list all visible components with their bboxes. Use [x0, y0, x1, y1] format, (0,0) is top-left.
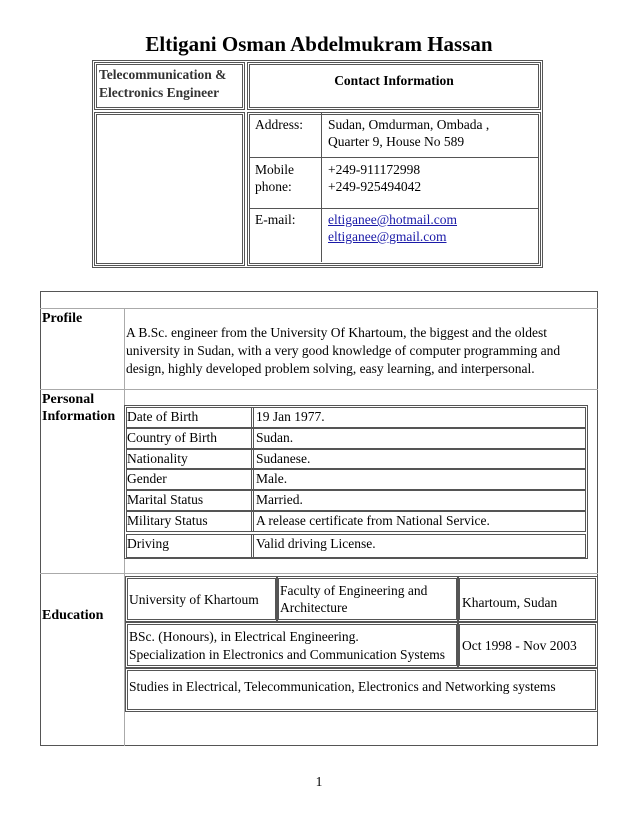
personal-info-key: Nationality [127, 450, 188, 466]
job-title-line-2: Electronics Engineer [99, 85, 220, 100]
personal-info-value: Sudan. [256, 429, 294, 445]
personal-info-key: Gender [127, 471, 167, 487]
personal-info-value: 19 Jan 1977. [256, 409, 325, 424]
contact-column-divider [321, 112, 322, 262]
address-label: Address: [255, 117, 303, 132]
profile-line-1: A B.Sc. engineer from the University Of Khartoum, the biggest and the oldest [126, 325, 548, 340]
mobile-label-1: Mobile [255, 162, 294, 177]
personal-info-divider [251, 511, 254, 532]
contact-row-divider [250, 157, 538, 158]
row-divider [40, 389, 598, 390]
personal-info-key: Country of Birth [127, 429, 217, 445]
personal-info-divider [251, 428, 254, 449]
profile-label: Profile [42, 311, 83, 326]
education-location: Khartoum, Sudan [462, 595, 558, 610]
personal-label-1: Personal [42, 392, 95, 407]
personal-info-row [126, 469, 586, 490]
contact-row-divider [250, 208, 538, 209]
personal-info-key: Marital Status [127, 492, 204, 508]
personal-info-divider [251, 490, 254, 511]
row-divider [40, 308, 598, 309]
contact-heading: Contact Information [334, 73, 454, 88]
row-divider [40, 573, 598, 574]
page-number: 1 [315, 774, 323, 789]
degree-line-2: Specialization in Electronics and Communication Systems [129, 647, 446, 662]
personal-info-divider [251, 534, 254, 558]
empty-left-cell [94, 112, 245, 266]
address-line-1: Sudan, Omdurman, Ombada , [328, 117, 490, 132]
education-label: Education [42, 608, 104, 623]
personal-info-value: Married. [256, 492, 303, 508]
education-studies: Studies in Electrical, Telecommunication, Electronics and Networking systems [129, 679, 556, 694]
personal-info-key: Date of Birth [127, 409, 199, 424]
personal-info-row [126, 449, 586, 470]
address-line-2: Quarter 9, House No 589 [328, 134, 465, 149]
email-label: E-mail: [255, 212, 296, 227]
email-link-gmail[interactable]: eltiganee@gmail.com [328, 229, 447, 244]
personal-info-divider [251, 469, 254, 490]
phone-1: +249-911172998 [328, 162, 421, 177]
email-link-hotmail[interactable]: eltiganee@hotmail.com [328, 212, 458, 227]
resume-name: Eltigani Osman Abdelmukram Hassan [145, 32, 493, 56]
personal-info-key: Military Status [127, 513, 208, 528]
faculty-line-2: Architecture [280, 600, 348, 615]
university-name: University of Khartoum [129, 592, 259, 607]
personal-info-key: Driving [127, 535, 169, 551]
faculty-line-1: Faculty of Engineering and [280, 583, 428, 598]
personal-info-divider [251, 449, 254, 470]
phone-2: +249-925494042 [328, 179, 422, 194]
personal-info-value: A release certificate from National Service. [256, 513, 490, 528]
job-title-line-1: Telecommunication & [99, 67, 227, 82]
personal-info-value: Valid driving License. [256, 535, 376, 551]
mobile-label-2: phone: [255, 179, 292, 194]
education-period: Oct 1998 - Nov 2003 [462, 638, 577, 653]
personal-label-2: Information [42, 409, 116, 424]
personal-info-value: Male. [256, 471, 288, 487]
profile-line-2: university in Sudan, with a very good knowledge of computer programming and [126, 343, 561, 358]
personal-info-divider [251, 407, 254, 428]
profile-line-3: design, highly developed problem solving, easy learning, and interpersonal. [126, 361, 535, 376]
degree-line-1: BSc. (Honours), in Electrical Engineering. [129, 629, 359, 644]
personal-info-value: Sudanese. [256, 450, 311, 466]
